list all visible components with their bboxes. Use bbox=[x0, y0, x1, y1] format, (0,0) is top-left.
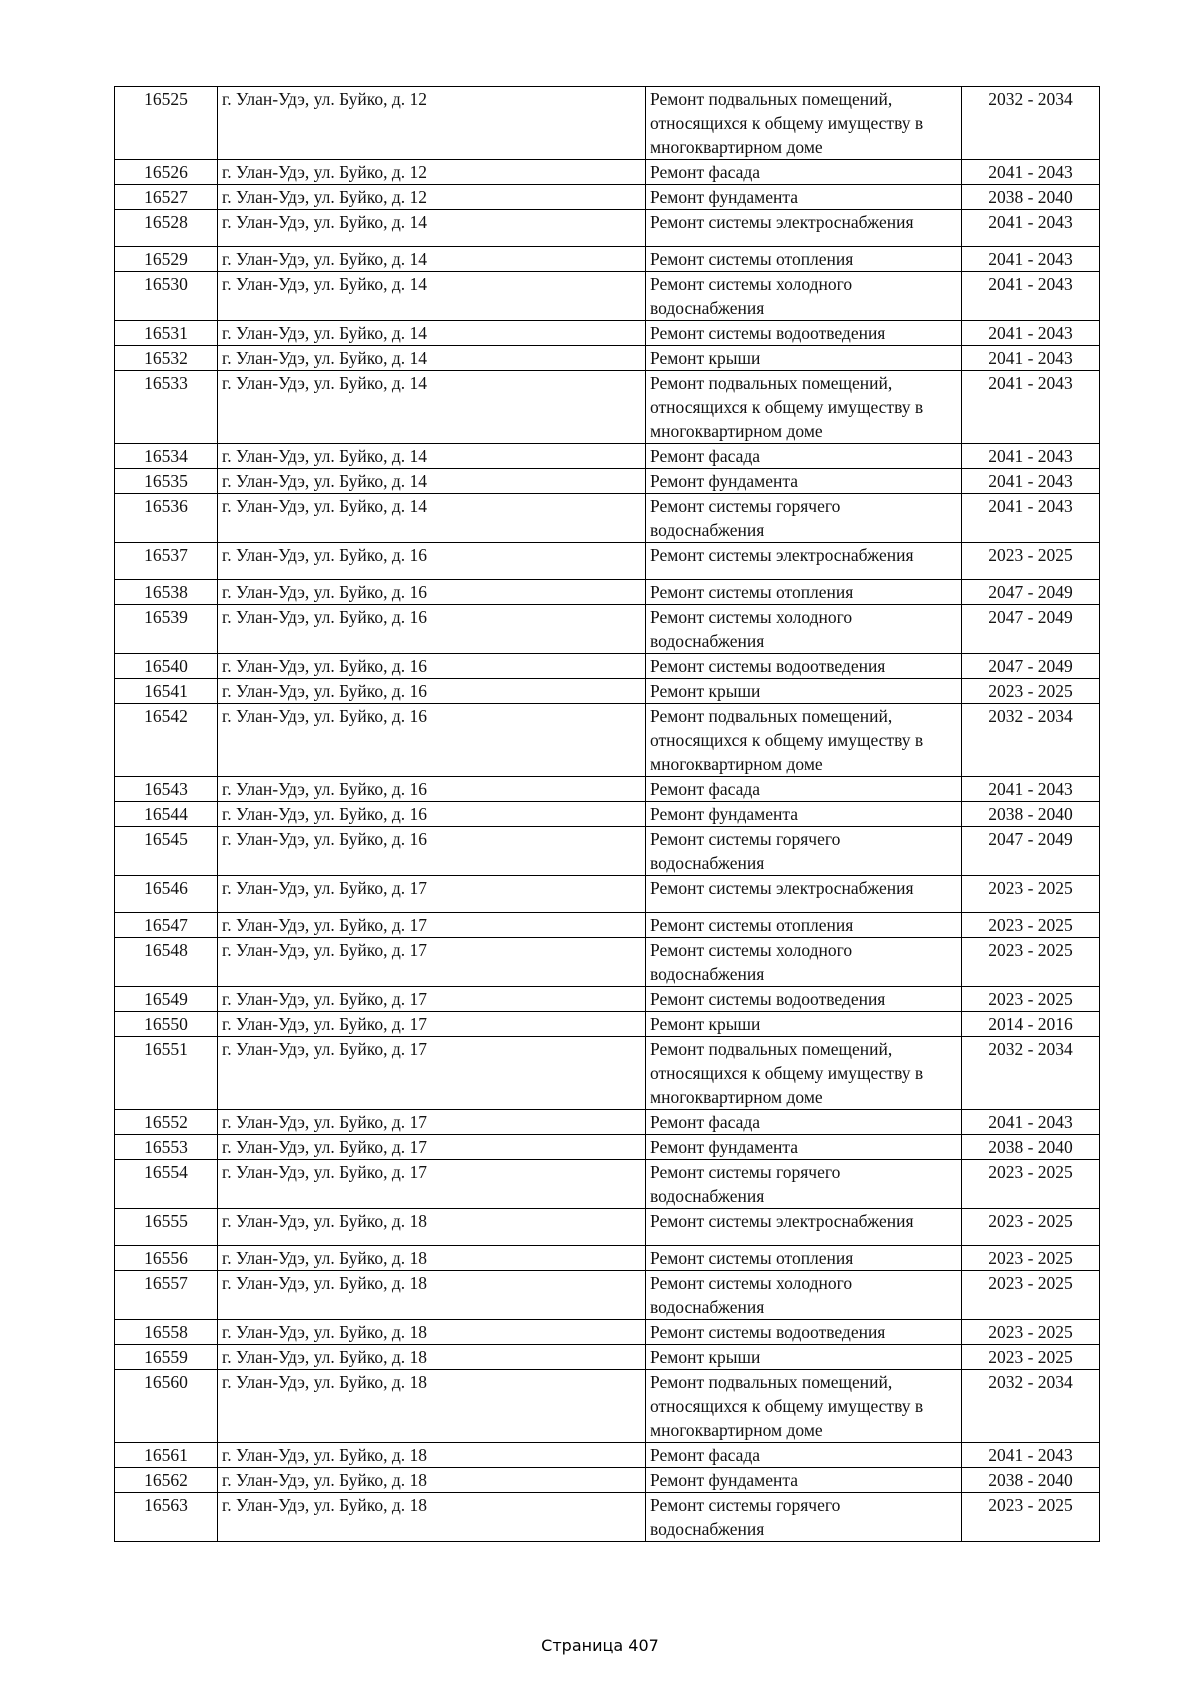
table-row bbox=[115, 913, 1100, 938]
period-cell: 2023 - 2025 bbox=[962, 876, 1100, 913]
period-cell: 2041 - 2043 bbox=[962, 1110, 1100, 1135]
row-number-cell: 16561 bbox=[115, 1443, 218, 1468]
table-row bbox=[115, 777, 1100, 802]
address-cell: г. Улан-Удэ, ул. Буйко, д. 17 bbox=[218, 876, 646, 913]
period-cell: 2041 - 2043 bbox=[962, 272, 1100, 321]
address-cell: г. Улан-Удэ, ул. Буйко, д. 18 bbox=[218, 1493, 646, 1542]
work-type-cell: Ремонт подвальных помещений, относящихся к общему имуществу в многоквартирном доме bbox=[646, 371, 962, 444]
period-cell: 2038 - 2040 bbox=[962, 1135, 1100, 1160]
table-row bbox=[115, 1160, 1100, 1209]
period-cell: 2023 - 2025 bbox=[962, 987, 1100, 1012]
table-row bbox=[115, 1135, 1100, 1160]
row-number-cell: 16554 bbox=[115, 1160, 218, 1209]
work-type-cell: Ремонт системы электроснабжения bbox=[646, 210, 962, 247]
address-cell: г. Улан-Удэ, ул. Буйко, д. 14 bbox=[218, 469, 646, 494]
address-cell: г. Улан-Удэ, ул. Буйко, д. 14 bbox=[218, 247, 646, 272]
period-cell: 2023 - 2025 bbox=[962, 1345, 1100, 1370]
work-type-cell: Ремонт системы электроснабжения bbox=[646, 1209, 962, 1246]
row-number-cell: 16548 bbox=[115, 938, 218, 987]
period-cell: 2041 - 2043 bbox=[962, 494, 1100, 543]
table-row bbox=[115, 1493, 1100, 1542]
row-number-cell: 16550 bbox=[115, 1012, 218, 1037]
address-cell: г. Улан-Удэ, ул. Буйко, д. 17 bbox=[218, 1160, 646, 1209]
work-type-cell: Ремонт системы отопления bbox=[646, 247, 962, 272]
table-row bbox=[115, 1246, 1100, 1271]
table-row bbox=[115, 605, 1100, 654]
address-cell: г. Улан-Удэ, ул. Буйко, д. 16 bbox=[218, 679, 646, 704]
table-row bbox=[115, 679, 1100, 704]
period-cell: 2047 - 2049 bbox=[962, 580, 1100, 605]
address-cell: г. Улан-Удэ, ул. Буйко, д. 14 bbox=[218, 444, 646, 469]
work-type-cell: Ремонт подвальных помещений, относящихся к общему имуществу в многоквартирном доме bbox=[646, 1370, 962, 1443]
period-cell: 2032 - 2034 bbox=[962, 1037, 1100, 1110]
work-type-cell: Ремонт фасада bbox=[646, 160, 962, 185]
work-type-cell: Ремонт системы электроснабжения bbox=[646, 876, 962, 913]
period-cell: 2041 - 2043 bbox=[962, 777, 1100, 802]
table-row bbox=[115, 346, 1100, 371]
row-number-cell: 16531 bbox=[115, 321, 218, 346]
row-number-cell: 16559 bbox=[115, 1345, 218, 1370]
row-number-cell: 16527 bbox=[115, 185, 218, 210]
row-number-cell: 16542 bbox=[115, 704, 218, 777]
work-type-cell: Ремонт крыши bbox=[646, 679, 962, 704]
table-row bbox=[115, 247, 1100, 272]
row-number-cell: 16525 bbox=[115, 87, 218, 160]
row-number-cell: 16543 bbox=[115, 777, 218, 802]
address-cell: г. Улан-Удэ, ул. Буйко, д. 16 bbox=[218, 777, 646, 802]
address-cell: г. Улан-Удэ, ул. Буйко, д. 16 bbox=[218, 802, 646, 827]
period-cell: 2041 - 2043 bbox=[962, 247, 1100, 272]
work-type-cell: Ремонт системы водоотведения bbox=[646, 321, 962, 346]
address-cell: г. Улан-Удэ, ул. Буйко, д. 17 bbox=[218, 913, 646, 938]
period-cell: 2041 - 2043 bbox=[962, 346, 1100, 371]
table-row bbox=[115, 654, 1100, 679]
row-number-cell: 16555 bbox=[115, 1209, 218, 1246]
address-cell: г. Улан-Удэ, ул. Буйко, д. 12 bbox=[218, 87, 646, 160]
period-cell: 2041 - 2043 bbox=[962, 469, 1100, 494]
address-cell: г. Улан-Удэ, ул. Буйко, д. 18 bbox=[218, 1209, 646, 1246]
period-cell: 2023 - 2025 bbox=[962, 913, 1100, 938]
work-type-cell: Ремонт системы горячего водоснабжения bbox=[646, 1493, 962, 1542]
table-row bbox=[115, 371, 1100, 444]
work-type-cell: Ремонт системы холодного водоснабжения bbox=[646, 1271, 962, 1320]
table-row bbox=[115, 802, 1100, 827]
work-type-cell: Ремонт крыши bbox=[646, 1012, 962, 1037]
row-number-cell: 16544 bbox=[115, 802, 218, 827]
row-number-cell: 16558 bbox=[115, 1320, 218, 1345]
work-type-cell: Ремонт системы отопления bbox=[646, 580, 962, 605]
table-row bbox=[115, 1012, 1100, 1037]
table-row bbox=[115, 210, 1100, 247]
period-cell: 2041 - 2043 bbox=[962, 160, 1100, 185]
period-cell: 2023 - 2025 bbox=[962, 1320, 1100, 1345]
row-number-cell: 16551 bbox=[115, 1037, 218, 1110]
table-row bbox=[115, 543, 1100, 580]
address-cell: г. Улан-Удэ, ул. Буйко, д. 17 bbox=[218, 1135, 646, 1160]
row-number-cell: 16538 bbox=[115, 580, 218, 605]
repair-schedule-table bbox=[114, 86, 1100, 1542]
table-row bbox=[115, 444, 1100, 469]
work-type-cell: Ремонт фундамента bbox=[646, 802, 962, 827]
row-number-cell: 16549 bbox=[115, 987, 218, 1012]
row-number-cell: 16556 bbox=[115, 1246, 218, 1271]
row-number-cell: 16560 bbox=[115, 1370, 218, 1443]
row-number-cell: 16540 bbox=[115, 654, 218, 679]
address-cell: г. Улан-Удэ, ул. Буйко, д. 16 bbox=[218, 580, 646, 605]
period-cell: 2032 - 2034 bbox=[962, 704, 1100, 777]
row-number-cell: 16557 bbox=[115, 1271, 218, 1320]
row-number-cell: 16526 bbox=[115, 160, 218, 185]
period-cell: 2023 - 2025 bbox=[962, 543, 1100, 580]
table-row bbox=[115, 1468, 1100, 1493]
address-cell: г. Улан-Удэ, ул. Буйко, д. 16 bbox=[218, 827, 646, 876]
row-number-cell: 16563 bbox=[115, 1493, 218, 1542]
page-number: Страница 407 bbox=[541, 1636, 659, 1655]
row-number-cell: 16534 bbox=[115, 444, 218, 469]
work-type-cell: Ремонт системы отопления bbox=[646, 913, 962, 938]
table-row bbox=[115, 469, 1100, 494]
work-type-cell: Ремонт крыши bbox=[646, 346, 962, 371]
row-number-cell: 16535 bbox=[115, 469, 218, 494]
row-number-cell: 16562 bbox=[115, 1468, 218, 1493]
row-number-cell: 16553 bbox=[115, 1135, 218, 1160]
period-cell: 2047 - 2049 bbox=[962, 605, 1100, 654]
period-cell: 2023 - 2025 bbox=[962, 1246, 1100, 1271]
row-number-cell: 16528 bbox=[115, 210, 218, 247]
period-cell: 2023 - 2025 bbox=[962, 938, 1100, 987]
period-cell: 2014 - 2016 bbox=[962, 1012, 1100, 1037]
work-type-cell: Ремонт системы отопления bbox=[646, 1246, 962, 1271]
work-type-cell: Ремонт фасада bbox=[646, 1110, 962, 1135]
table-row bbox=[115, 1320, 1100, 1345]
period-cell: 2041 - 2043 bbox=[962, 444, 1100, 469]
table-row bbox=[115, 494, 1100, 543]
table-row bbox=[115, 704, 1100, 777]
period-cell: 2041 - 2043 bbox=[962, 1443, 1100, 1468]
address-cell: г. Улан-Удэ, ул. Буйко, д. 16 bbox=[218, 704, 646, 777]
work-type-cell: Ремонт системы холодного водоснабжения bbox=[646, 938, 962, 987]
period-cell: 2023 - 2025 bbox=[962, 1271, 1100, 1320]
period-cell: 2023 - 2025 bbox=[962, 1209, 1100, 1246]
work-type-cell: Ремонт подвальных помещений, относящихся к общему имуществу в многоквартирном доме bbox=[646, 1037, 962, 1110]
work-type-cell: Ремонт фасада bbox=[646, 777, 962, 802]
work-type-cell: Ремонт системы водоотведения bbox=[646, 1320, 962, 1345]
period-cell: 2041 - 2043 bbox=[962, 210, 1100, 247]
address-cell: г. Улан-Удэ, ул. Буйко, д. 18 bbox=[218, 1443, 646, 1468]
work-type-cell: Ремонт системы электроснабжения bbox=[646, 543, 962, 580]
period-cell: 2047 - 2049 bbox=[962, 654, 1100, 679]
address-cell: г. Улан-Удэ, ул. Буйко, д. 17 bbox=[218, 1037, 646, 1110]
address-cell: г. Улан-Удэ, ул. Буйко, д. 18 bbox=[218, 1271, 646, 1320]
work-type-cell: Ремонт фундамента bbox=[646, 1135, 962, 1160]
row-number-cell: 16530 bbox=[115, 272, 218, 321]
address-cell: г. Улан-Удэ, ул. Буйко, д. 18 bbox=[218, 1246, 646, 1271]
work-type-cell: Ремонт фундамента bbox=[646, 469, 962, 494]
work-type-cell: Ремонт фасада bbox=[646, 444, 962, 469]
work-type-cell: Ремонт системы водоотведения bbox=[646, 654, 962, 679]
address-cell: г. Улан-Удэ, ул. Буйко, д. 14 bbox=[218, 210, 646, 247]
period-cell: 2023 - 2025 bbox=[962, 1493, 1100, 1542]
table-row bbox=[115, 987, 1100, 1012]
work-type-cell: Ремонт фундамента bbox=[646, 185, 962, 210]
table-row bbox=[115, 185, 1100, 210]
row-number-cell: 16537 bbox=[115, 543, 218, 580]
row-number-cell: 16546 bbox=[115, 876, 218, 913]
row-number-cell: 16532 bbox=[115, 346, 218, 371]
period-cell: 2038 - 2040 bbox=[962, 185, 1100, 210]
period-cell: 2032 - 2034 bbox=[962, 1370, 1100, 1443]
address-cell: г. Улан-Удэ, ул. Буйко, д. 14 bbox=[218, 371, 646, 444]
row-number-cell: 16552 bbox=[115, 1110, 218, 1135]
address-cell: г. Улан-Удэ, ул. Буйко, д. 12 bbox=[218, 185, 646, 210]
address-cell: г. Улан-Удэ, ул. Буйко, д. 18 bbox=[218, 1320, 646, 1345]
address-cell: г. Улан-Удэ, ул. Буйко, д. 18 bbox=[218, 1468, 646, 1493]
table-row bbox=[115, 827, 1100, 876]
table-row bbox=[115, 1110, 1100, 1135]
period-cell: 2041 - 2043 bbox=[962, 371, 1100, 444]
table-row bbox=[115, 160, 1100, 185]
address-cell: г. Улан-Удэ, ул. Буйко, д. 18 bbox=[218, 1370, 646, 1443]
row-number-cell: 16536 bbox=[115, 494, 218, 543]
row-number-cell: 16529 bbox=[115, 247, 218, 272]
work-type-cell: Ремонт системы горячего водоснабжения bbox=[646, 1160, 962, 1209]
address-cell: г. Улан-Удэ, ул. Буйко, д. 17 bbox=[218, 938, 646, 987]
period-cell: 2041 - 2043 bbox=[962, 321, 1100, 346]
table-row bbox=[115, 580, 1100, 605]
table-row bbox=[115, 1037, 1100, 1110]
address-cell: г. Улан-Удэ, ул. Буйко, д. 14 bbox=[218, 494, 646, 543]
table-row bbox=[115, 321, 1100, 346]
address-cell: г. Улан-Удэ, ул. Буйко, д. 16 bbox=[218, 543, 646, 580]
period-cell: 2023 - 2025 bbox=[962, 679, 1100, 704]
address-cell: г. Улан-Удэ, ул. Буйко, д. 17 bbox=[218, 987, 646, 1012]
address-cell: г. Улан-Удэ, ул. Буйко, д. 18 bbox=[218, 1345, 646, 1370]
work-type-cell: Ремонт фасада bbox=[646, 1443, 962, 1468]
address-cell: г. Улан-Удэ, ул. Буйко, д. 14 bbox=[218, 321, 646, 346]
work-type-cell: Ремонт подвальных помещений, относящихся к общему имуществу в многоквартирном доме bbox=[646, 87, 962, 160]
table-row bbox=[115, 938, 1100, 987]
address-cell: г. Улан-Удэ, ул. Буйко, д. 16 bbox=[218, 654, 646, 679]
table-row bbox=[115, 876, 1100, 913]
row-number-cell: 16545 bbox=[115, 827, 218, 876]
work-type-cell: Ремонт системы водоотведения bbox=[646, 987, 962, 1012]
work-type-cell: Ремонт системы горячего водоснабжения bbox=[646, 827, 962, 876]
table-body bbox=[115, 87, 1100, 1542]
period-cell: 2047 - 2049 bbox=[962, 827, 1100, 876]
period-cell: 2032 - 2034 bbox=[962, 87, 1100, 160]
work-type-cell: Ремонт системы горячего водоснабжения bbox=[646, 494, 962, 543]
row-number-cell: 16541 bbox=[115, 679, 218, 704]
table-row bbox=[115, 272, 1100, 321]
work-type-cell: Ремонт системы холодного водоснабжения bbox=[646, 272, 962, 321]
address-cell: г. Улан-Удэ, ул. Буйко, д. 17 bbox=[218, 1110, 646, 1135]
row-number-cell: 16539 bbox=[115, 605, 218, 654]
row-number-cell: 16547 bbox=[115, 913, 218, 938]
address-cell: г. Улан-Удэ, ул. Буйко, д. 14 bbox=[218, 346, 646, 371]
table-row bbox=[115, 1443, 1100, 1468]
work-type-cell: Ремонт фундамента bbox=[646, 1468, 962, 1493]
work-type-cell: Ремонт системы холодного водоснабжения bbox=[646, 605, 962, 654]
address-cell: г. Улан-Удэ, ул. Буйко, д. 12 bbox=[218, 160, 646, 185]
table-row bbox=[115, 1209, 1100, 1246]
row-number-cell: 16533 bbox=[115, 371, 218, 444]
table-row bbox=[115, 1345, 1100, 1370]
table-row bbox=[115, 1271, 1100, 1320]
work-type-cell: Ремонт крыши bbox=[646, 1345, 962, 1370]
address-cell: г. Улан-Удэ, ул. Буйко, д. 14 bbox=[218, 272, 646, 321]
work-type-cell: Ремонт подвальных помещений, относящихся к общему имуществу в многоквартирном доме bbox=[646, 704, 962, 777]
address-cell: г. Улан-Удэ, ул. Буйко, д. 16 bbox=[218, 605, 646, 654]
period-cell: 2038 - 2040 bbox=[962, 1468, 1100, 1493]
period-cell: 2023 - 2025 bbox=[962, 1160, 1100, 1209]
table-row bbox=[115, 1370, 1100, 1443]
period-cell: 2038 - 2040 bbox=[962, 802, 1100, 827]
address-cell: г. Улан-Удэ, ул. Буйко, д. 17 bbox=[218, 1012, 646, 1037]
table-row bbox=[115, 87, 1100, 160]
